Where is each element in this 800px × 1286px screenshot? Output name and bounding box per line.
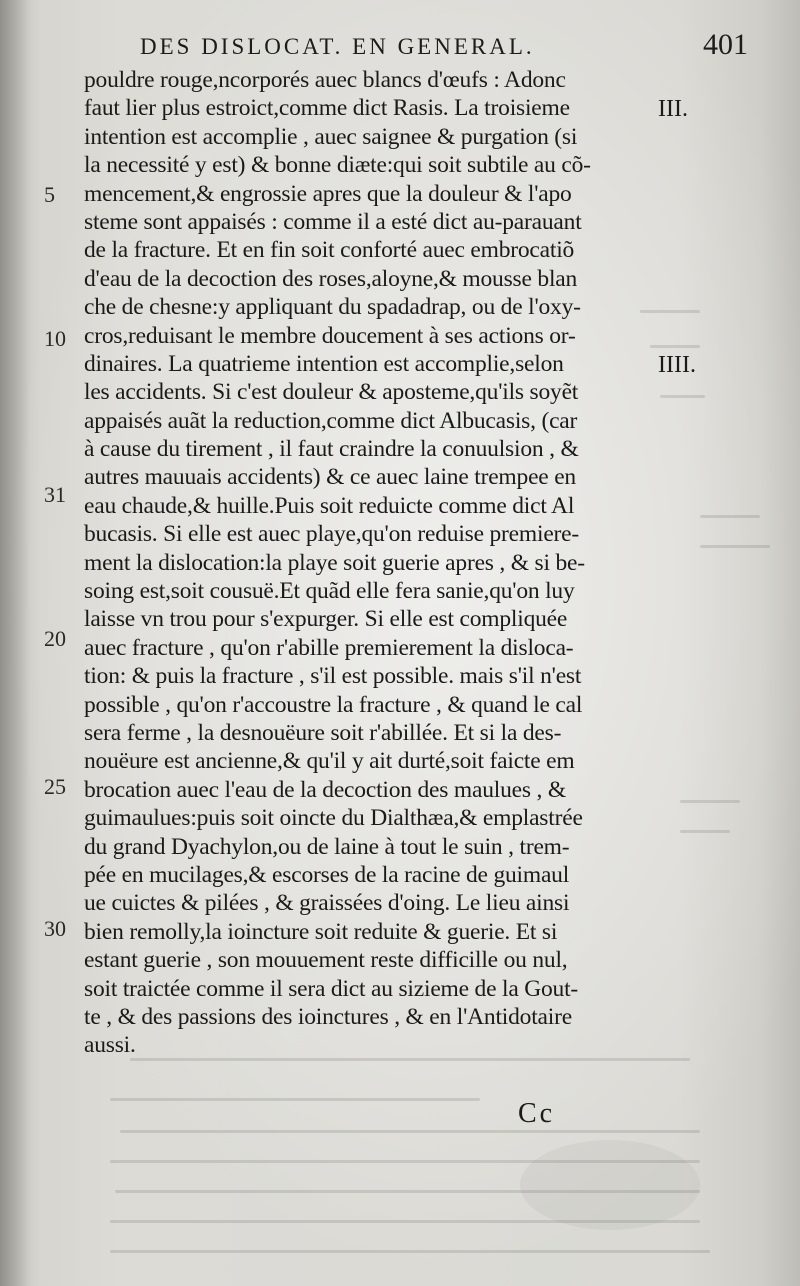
text-line: intention est accomplie , auec saignee & purgation (si [84, 123, 578, 150]
text-line: la necessité y est) & bonne diæte:qui soit subtile au cõ- [84, 152, 591, 179]
body-text [84, 66, 654, 1060]
text-line: d'eau de la decoction des roses,aloyne,& mousse blan [84, 265, 578, 292]
running-head: DES DISLOCAT. EN GENERAL. [140, 34, 535, 59]
catchword: Cc [518, 1098, 556, 1129]
text-line: les accidents. Si c'est douleur & aposteme,qu'ils soyẽt [84, 379, 579, 406]
margin-line-number: 30 [44, 916, 66, 941]
text-line: dinaires. La quatrieme intention est accomplie,selon [84, 350, 564, 377]
text-line: faut lier plus estroict,comme dict Rasis. La troisieme [84, 95, 570, 122]
text-line: laisse vn trou pour s'expurger. Si elle est compliquée [84, 606, 568, 633]
page-number: 401 [703, 28, 748, 61]
text-line: du grand Dyachylon,ou de laine à tout le suin , trem- [84, 833, 570, 860]
text-line: de la fracture. Et en fin soit conforté auec embrocatiõ [84, 237, 575, 264]
text-line: soit traictée comme il sera dict au sizieme de la Gout- [84, 975, 579, 1002]
margin-line-number: 31 [44, 482, 66, 507]
text-line: che de chesne:y appliquant du spadadrap, ou de l'oxy- [84, 294, 581, 321]
text-line: appaisés auãt la reduction,comme dict Albucasis, (car [84, 407, 578, 434]
text-line: te , & des passions des ioinctures , & en l'Antidotaire [84, 1003, 572, 1030]
text-line: sera ferme , la desnouëure soit r'abillée. Et si la des- [84, 719, 562, 746]
text-line: soing est,soit cousuë.Et quãd elle fera sanie,qu'on luy [84, 578, 575, 605]
margin-side-note: III. [658, 96, 688, 122]
page-header [140, 28, 748, 64]
text-line: nouëure est ancienne,& qu'il y ait durté,soit faicte em [84, 748, 575, 775]
text-line: mencement,& engrossie apres que la douleur & l'apo [84, 180, 572, 207]
text-line: possible , qu'on r'accoustre la fracture , & quand le cal [84, 691, 583, 718]
margin-line-number: 10 [44, 326, 66, 351]
text-line: ment la dislocation:la playe soit guerie apres , & si be- [84, 549, 585, 576]
text-line: bien remolly,la ioincture soit reduite & guerie. Et si [84, 918, 558, 945]
gutter-shadow [0, 0, 30, 1286]
margin-line-number: 20 [44, 626, 66, 651]
text-line: ue cuictes & pilées , & graissées d'oing. Le lieu ainsi [84, 890, 570, 917]
text-line: steme sont appaisés : comme il a esté dict au-parauant [84, 208, 582, 235]
text-line: brocation auec l'eau de la decoction des maulues , & [84, 776, 566, 803]
text-line: pouldre rouge,ncorporés auec blancs d'œufs : Adonc [84, 67, 566, 93]
text-line: estant guerie , son mouuement reste difficille ou nul, [84, 947, 568, 974]
text-line: auec fracture , qu'on r'abille premierement la disloca- [84, 634, 574, 661]
text-line: à cause du tirement , il faut craindre la conuulsion , & [84, 436, 579, 463]
text-line: pée en mucilages,& escorses de la racine de guimaul [84, 861, 570, 888]
margin-side-note: IIII. [658, 352, 696, 378]
margin-line-number: 25 [44, 774, 66, 799]
text-line: autres mauuais accidents) & ce auec laine trempee en [84, 464, 576, 491]
text-line: guimaulues:puis soit oincte du Dialthæa,& emplastrée [84, 805, 583, 832]
text-line: tion: & puis la fracture , s'il est possible. mais s'il n'est [84, 663, 582, 690]
text-line: eau chaude,& huille.Puis soit reduicte comme dict Al [84, 492, 575, 519]
text-line: aussi. [84, 1032, 136, 1059]
text-line: bucasis. Si elle est auec playe,qu'on reduise premiere- [84, 521, 580, 548]
text-line: cros,reduisant le membre doucement à ses actions or- [84, 322, 576, 349]
margin-line-number: 5 [44, 182, 55, 207]
